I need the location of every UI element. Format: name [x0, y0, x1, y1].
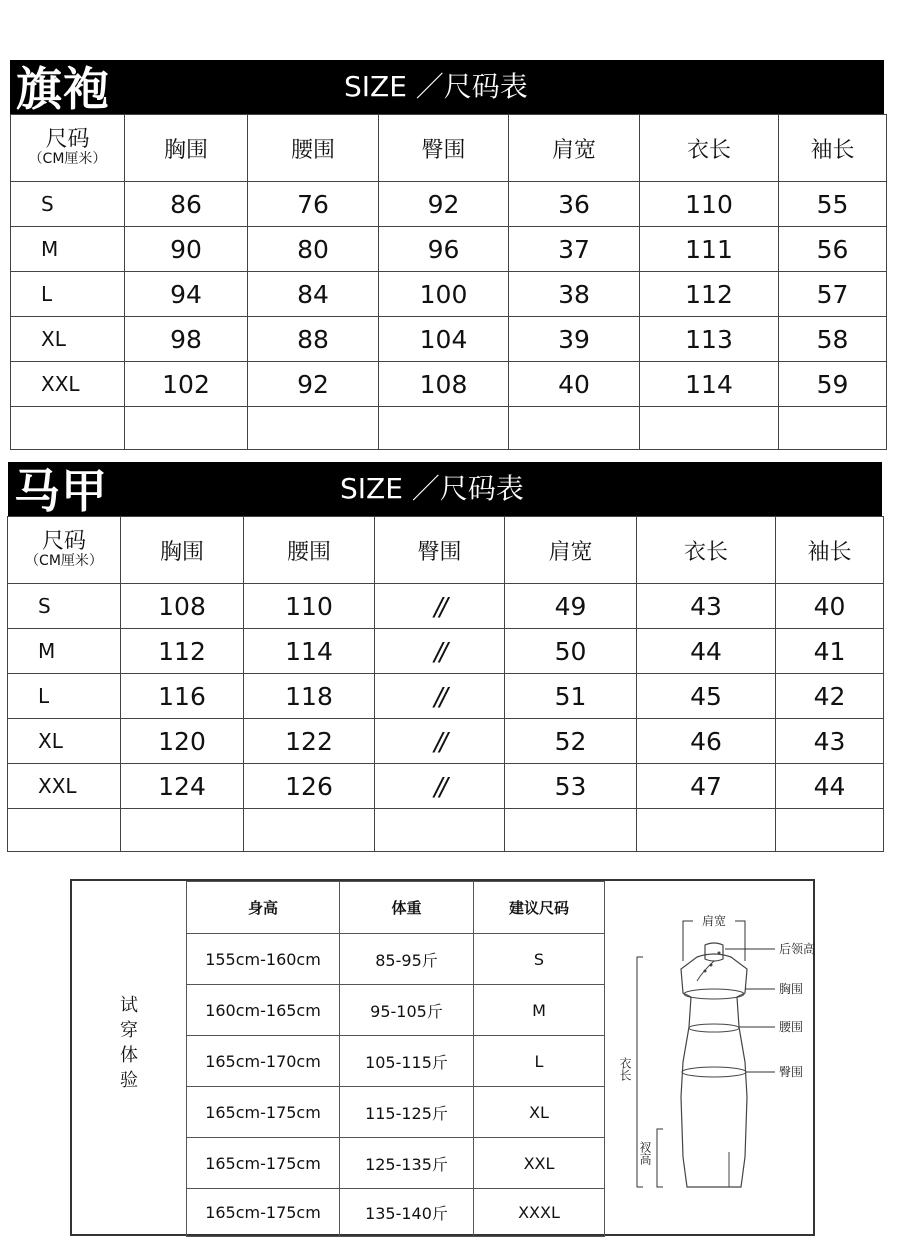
value-cell: // — [375, 584, 505, 629]
value-cell: 36 — [509, 182, 640, 227]
height-cell: 160cm-165cm — [187, 985, 340, 1036]
label-chest: 胸围 — [779, 982, 804, 996]
header-chest: 胸围 — [125, 115, 248, 182]
size-cell: S — [8, 584, 121, 629]
empty-cell — [509, 407, 640, 450]
size-cell: XL — [8, 719, 121, 764]
weight-cell: 85-95斤 — [340, 934, 474, 985]
value-cell: 96 — [379, 227, 509, 272]
qipao-size-title: SIZE ／尺码表 — [344, 70, 528, 103]
header-size-label: 尺码 — [41, 529, 86, 554]
size-cell: XL — [11, 317, 125, 362]
value-cell: 110 — [640, 182, 779, 227]
value-cell: 92 — [248, 362, 379, 407]
weight-cell: 105-115斤 — [340, 1036, 474, 1087]
value-cell: 108 — [379, 362, 509, 407]
value-cell: 100 — [379, 272, 509, 317]
label-shoulder: 肩宽 — [701, 914, 727, 928]
empty-cell — [779, 407, 887, 450]
value-cell: 114 — [640, 362, 779, 407]
height-cell: 155cm-160cm — [187, 934, 340, 985]
value-cell: // — [375, 719, 505, 764]
value-cell: 43 — [776, 719, 884, 764]
value-cell: // — [375, 764, 505, 809]
weight-cell: 125-135斤 — [340, 1138, 474, 1189]
size-cell: XXL — [474, 1138, 605, 1189]
label-waist: 腰围 — [779, 1020, 804, 1034]
label-hip: 臀围 — [779, 1065, 804, 1079]
label-collar: 后领高 — [779, 942, 816, 956]
header-hip: 臀围 — [379, 115, 509, 182]
empty-cell — [121, 809, 244, 852]
header-chest: 胸围 — [121, 517, 244, 584]
value-cell: 40 — [776, 584, 884, 629]
fitting-side-label — [119, 993, 139, 1093]
value-cell: 76 — [248, 182, 379, 227]
value-cell: 126 — [244, 764, 375, 809]
vest-size-table — [7, 516, 884, 852]
header-suggested-size: 建议尺码 — [474, 882, 605, 934]
value-cell: 58 — [779, 317, 887, 362]
size-cell: M — [8, 629, 121, 674]
value-cell: 102 — [125, 362, 248, 407]
vest-title: 马甲 — [14, 464, 108, 518]
value-cell: 38 — [509, 272, 640, 317]
header-height: 身高 — [187, 882, 340, 934]
qipao-title: 旗袍 — [16, 62, 110, 116]
value-cell: 90 — [125, 227, 248, 272]
label-length: 衣长 — [618, 1057, 632, 1081]
qipao-measurement-diagram — [618, 897, 816, 1217]
value-cell: 98 — [125, 317, 248, 362]
qipao-size-table — [10, 114, 887, 450]
value-cell: 43 — [637, 584, 776, 629]
collar-icon — [705, 943, 723, 961]
header-sleeve: 袖长 — [776, 517, 884, 584]
value-cell: 114 — [244, 629, 375, 674]
height-cell: 165cm-170cm — [187, 1036, 340, 1087]
value-cell: 39 — [509, 317, 640, 362]
header-waist: 腰围 — [248, 115, 379, 182]
header-length: 衣长 — [640, 115, 779, 182]
header-unit-label: （CM厘米） — [25, 553, 103, 569]
value-cell: 118 — [244, 674, 375, 719]
value-cell: 94 — [125, 272, 248, 317]
value-cell: 111 — [640, 227, 779, 272]
vest-size-title: SIZE ／尺码表 — [340, 472, 524, 505]
empty-cell — [640, 407, 779, 450]
side-char: 验 — [120, 1070, 138, 1091]
value-cell: 57 — [779, 272, 887, 317]
weight-cell: 135-140斤 — [340, 1189, 474, 1237]
label-slit: 衩高 — [638, 1141, 652, 1165]
value-cell: 104 — [379, 317, 509, 362]
table-row — [187, 1189, 605, 1237]
value-cell: 110 — [244, 584, 375, 629]
empty-row — [11, 407, 887, 450]
value-cell: 53 — [505, 764, 637, 809]
weight-cell: 115-125斤 — [340, 1087, 474, 1138]
value-cell: 52 — [505, 719, 637, 764]
height-cell: 165cm-175cm — [187, 1087, 340, 1138]
table-header-row — [187, 882, 605, 934]
empty-cell — [8, 809, 121, 852]
size-cell: S — [474, 934, 605, 985]
value-cell: 49 — [505, 584, 637, 629]
value-cell: 59 — [779, 362, 887, 407]
header-weight: 体重 — [340, 882, 474, 934]
empty-cell — [505, 809, 637, 852]
value-cell: 51 — [505, 674, 637, 719]
table-header-row — [11, 115, 887, 182]
side-char: 穿 — [120, 1020, 138, 1041]
fitting-panel — [70, 879, 815, 1236]
value-cell: 44 — [637, 629, 776, 674]
header-sleeve: 袖长 — [779, 115, 887, 182]
value-cell: 112 — [121, 629, 244, 674]
value-cell: 80 — [248, 227, 379, 272]
empty-cell — [244, 809, 375, 852]
table-row — [8, 629, 884, 674]
value-cell: 116 — [121, 674, 244, 719]
header-waist: 腰围 — [244, 517, 375, 584]
size-cell: XL — [474, 1087, 605, 1138]
value-cell: 112 — [640, 272, 779, 317]
value-cell: 86 — [125, 182, 248, 227]
value-cell: 120 — [121, 719, 244, 764]
side-char: 体 — [120, 1045, 138, 1066]
value-cell: 122 — [244, 719, 375, 764]
value-cell: 50 — [505, 629, 637, 674]
size-cell: XXXL — [474, 1189, 605, 1237]
size-cell: M — [11, 227, 125, 272]
qipao-banner — [10, 60, 884, 114]
height-cell: 165cm-175cm — [187, 1189, 340, 1237]
size-cell: L — [8, 674, 121, 719]
empty-cell — [637, 809, 776, 852]
table-row — [11, 317, 887, 362]
empty-cell — [125, 407, 248, 450]
height-cell: 165cm-175cm — [187, 1138, 340, 1189]
table-row — [187, 1138, 605, 1189]
empty-row — [8, 809, 884, 852]
table-row — [8, 584, 884, 629]
table-row — [8, 719, 884, 764]
table-row — [11, 227, 887, 272]
header-unit-label: （CM厘米） — [28, 151, 107, 167]
value-cell: 47 — [637, 764, 776, 809]
header-shoulder: 肩宽 — [509, 115, 640, 182]
header-shoulder: 肩宽 — [505, 517, 637, 584]
value-cell: 42 — [776, 674, 884, 719]
table-row — [8, 764, 884, 809]
empty-cell — [375, 809, 505, 852]
value-cell: 55 — [779, 182, 887, 227]
vest-banner — [8, 462, 882, 516]
value-cell: 45 — [637, 674, 776, 719]
empty-cell — [776, 809, 884, 852]
size-cell: L — [11, 272, 125, 317]
header-size-label: 尺码 — [45, 127, 90, 152]
table-row — [11, 182, 887, 227]
table-row — [187, 985, 605, 1036]
value-cell: // — [375, 674, 505, 719]
value-cell: 44 — [776, 764, 884, 809]
table-row — [11, 362, 887, 407]
fitting-table — [186, 881, 605, 1237]
size-cell: XXL — [11, 362, 125, 407]
value-cell: 84 — [248, 272, 379, 317]
value-cell: 92 — [379, 182, 509, 227]
table-row — [187, 934, 605, 985]
table-header-row — [8, 517, 884, 584]
value-cell: 40 — [509, 362, 640, 407]
value-cell: 113 — [640, 317, 779, 362]
header-hip: 臀围 — [375, 517, 505, 584]
size-cell: L — [474, 1036, 605, 1087]
empty-cell — [248, 407, 379, 450]
side-char: 试 — [120, 995, 138, 1016]
header-length: 衣长 — [637, 517, 776, 584]
value-cell: 88 — [248, 317, 379, 362]
table-row — [11, 272, 887, 317]
size-cell: M — [474, 985, 605, 1036]
table-row — [8, 674, 884, 719]
value-cell: 124 — [121, 764, 244, 809]
weight-cell: 95-105斤 — [340, 985, 474, 1036]
size-cell: XXL — [8, 764, 121, 809]
empty-cell — [11, 407, 125, 450]
value-cell: 41 — [776, 629, 884, 674]
value-cell: // — [375, 629, 505, 674]
value-cell: 46 — [637, 719, 776, 764]
empty-cell — [379, 407, 509, 450]
size-cell: S — [11, 182, 125, 227]
value-cell: 56 — [779, 227, 887, 272]
value-cell: 108 — [121, 584, 244, 629]
table-row — [187, 1036, 605, 1087]
value-cell: 37 — [509, 227, 640, 272]
table-row — [187, 1087, 605, 1138]
header-size — [8, 517, 121, 584]
header-size — [11, 115, 125, 182]
